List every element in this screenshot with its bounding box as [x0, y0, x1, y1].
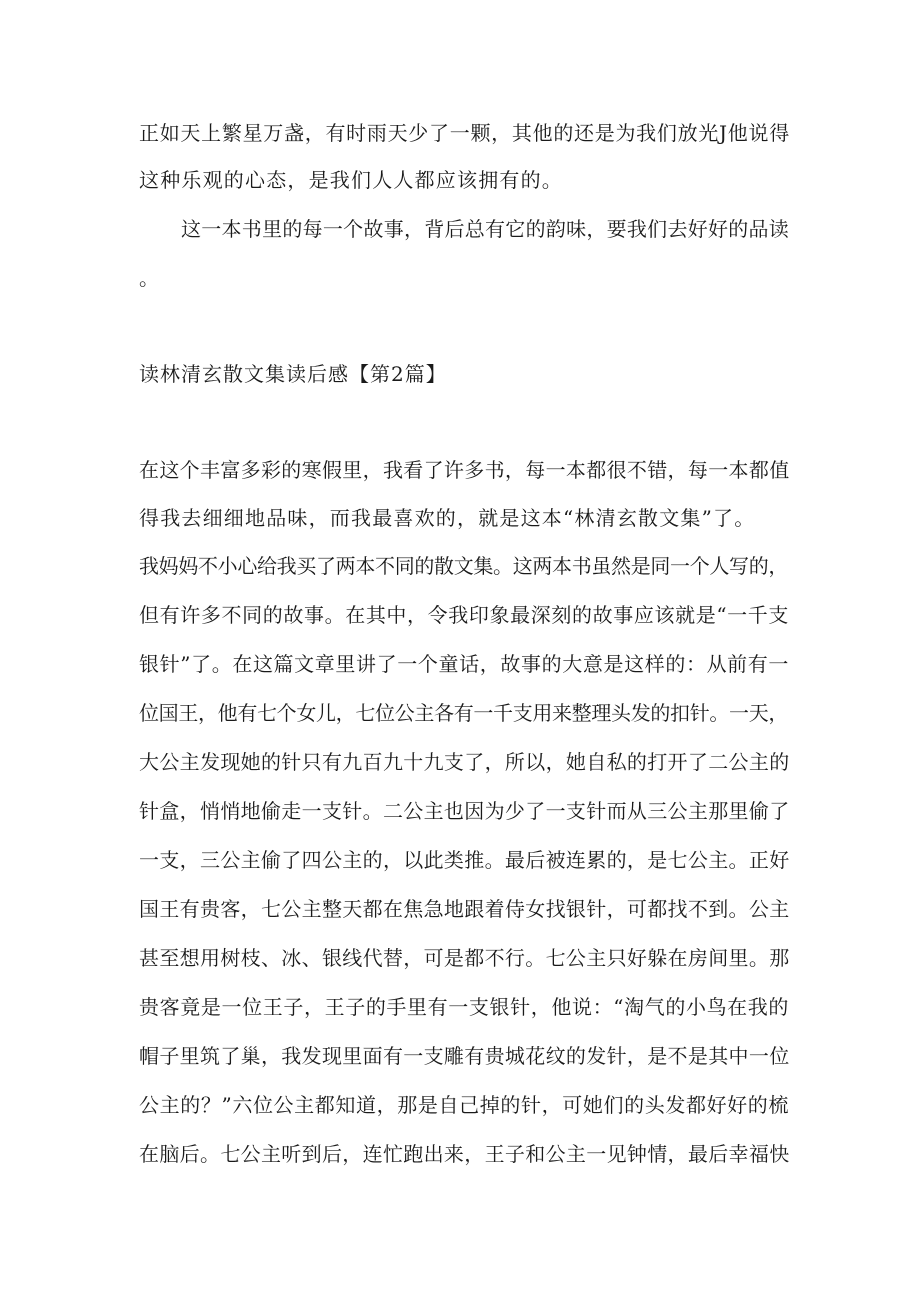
paragraph-line: 帽子里筑了巢，我发现里面有一支雕有贵城花纹的发针，是不是其中一位 — [139, 1044, 790, 1068]
paragraph-line: 大公主发现她的针只有九百九十九支了，所以，她自私的打开了二公主的 — [139, 750, 790, 774]
paragraph-line: 位国王，他有七个女儿，七位公主各有一千支用来整理头发的扣针。一天， — [139, 701, 789, 725]
paragraph-line: 这一本书里的每一个故事，背后总有它的韵味，要我们去好好的品读 — [181, 217, 790, 241]
paragraph-line: 甚至想用树枝、冰、银线代替，可是都不行。七公主只好躲在房间里。那 — [139, 946, 790, 970]
paragraph-line: 针盒，悄悄地偷走一支针。二公主也因为少了一支针而从三公主那里偷了 — [139, 799, 790, 823]
paragraph-line: 在脑后。七公主听到后，连忙跑出来，王子和公主一见钟情，最后幸福快 — [139, 1142, 790, 1166]
paragraph-line: 一支，三公主偷了四公主的，以此类推。最后被连累的，是七公主。正好 — [139, 848, 790, 872]
paragraph-line: 得我去细细地品味，而我最喜欢的，就是这本“林清玄散文集”了。 — [139, 506, 756, 530]
paragraph-line: 国王有贵客，七公主整天都在焦急地跟着侍女找银针，可都找不到。公主 — [139, 897, 790, 921]
paragraph-line: 在这个丰富多彩的寒假里，我看了许多书，每一本都很不错，每一本都值 — [139, 458, 790, 482]
paragraph-line: 正如天上繁星万盏，有时雨天少了一颗，其他的还是为我们放光J他说得 — [139, 121, 790, 145]
section-title: 读林清玄散文集读后感【第2篇】 — [139, 362, 447, 386]
paragraph-line: 这种乐观的心态，是我们人人都应该拥有的。 — [139, 168, 563, 192]
paragraph-line: 贵客竟是一位王子，王子的手里有一支银针，他说：“淘气的小鸟在我的 — [139, 995, 790, 1019]
paragraph-line: 我妈妈不小心给我买了两本不同的散文集。这两本书虽然是同一个人写的， — [139, 554, 789, 578]
paragraph-line: 银针”了。在这篇文章里讲了一个童话，故事的大意是这样的：从前有一 — [139, 652, 790, 676]
paragraph-line: 公主的？”六位公主都知道，那是自己掉的针，可她们的头发都好好的梳 — [139, 1093, 790, 1117]
paragraph-line: 。 — [139, 266, 161, 290]
paragraph-line: 但有许多不同的故事。在其中，令我印象最深刻的故事应该就是“一千支 — [139, 603, 790, 627]
